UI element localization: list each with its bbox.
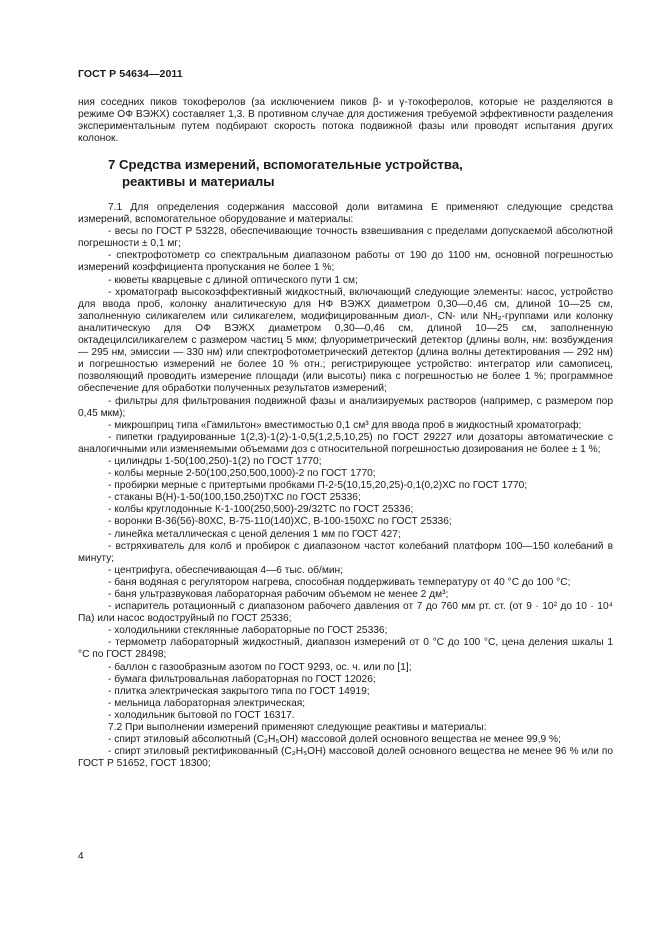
list-item: - мельница лабораторная электрическая;: [108, 697, 306, 709]
list-item: - баня водяная с регулятором нагрева, способная поддерживать температуру от 40 °С до 100 °С;: [108, 576, 571, 588]
list-item: - пробирки мерные с притертыми пробками П-2-5(10,15,20,25)-0,1(0,2)ХС по ГОСТ 1770;: [108, 480, 528, 492]
list-item: - спирт этиловый абсолютный (С₂Н₅ОН) массовой долей основного вещества не менее 99,9 %;: [108, 734, 561, 746]
section-heading-line-1: 7 Средства измерений, вспомогательные устройства,: [108, 157, 463, 172]
list-item: - бумага фильтровальная лабораторная по ГОСТ 12026;: [108, 673, 376, 685]
list-item: - цилиндры 1-50(100,250)-1(2) по ГОСТ 1770;: [108, 455, 322, 467]
list-item: - фильтры для фильтрования подвижной фазы и анализируемых растворов (например, с размером пор 0,45 мкм);: [78, 395, 613, 419]
list-item: - линейка металлическая с ценой деления 1 мм по ГОСТ 427;: [108, 528, 401, 540]
list-item: - холодильники стеклянные лабораторные по ГОСТ 25336;: [108, 625, 388, 637]
list-item: - центрифуга, обеспечивающая 4—6 тыс. об/мин;: [108, 564, 343, 576]
paragraph: 7.1 Для определения содержания массовой доли витамина Е применяют следующие средства измерений, вспомогательное оборудование и материалы:: [78, 202, 613, 226]
list-item: - колбы мерные 2-50(100,250,500,1000)-2 по ГОСТ 1770;: [108, 468, 376, 480]
list-item: - микрошприц типа «Гамильтон» вместимостью 0,1 см³ для ввода проб в жидкостный хроматограф;: [108, 419, 582, 431]
list-item: - воронки В-36(56)-80ХС, В-75-110(140)ХС, В-100-150ХС по ГОСТ 25336;: [108, 516, 452, 528]
list-item: - колбы круглодонные К-1-100(250,500)-29/32ТС по ГОСТ 25336;: [108, 504, 414, 516]
page-number: 4: [78, 851, 84, 862]
paragraph: 7.2 При выполнении измерений применяют следующие реактивы и материалы:: [108, 722, 487, 734]
list-item: - баллон с газообразным азотом по ГОСТ 9293, ос. ч. или по [1];: [108, 661, 412, 673]
standard-header: ГОСТ Р 54634—2011: [78, 68, 183, 80]
list-item: - термометр лабораторный жидкостный, диапазон измерений от 0 °С до 100 °С, цена деления шкалы 1 °С по ГОСТ 28498;: [78, 637, 613, 661]
list-item: - спирт этиловый ректификованный (С₂Н₅ОН) массовой долей основного вещества не менее 96 % или по ГОСТ Р 51652, ГОСТ 18300;: [78, 746, 613, 770]
intro-paragraph: ния соседних пиков токоферолов (за исключением пиков β- и γ-токоферолов, которые не разделяются в режиме ОФ ВЭЖХ) составляет 1,3. В противном случае для достижения требуемой эффективности разделения экспериментальным путем подбирают скорость потока подвижной фазы или проводят испытания других колонок.: [78, 97, 613, 145]
list-item: - кюветы кварцевые с длиной оптического пути 1 см;: [108, 274, 358, 286]
intro-text: [78, 97, 613, 145]
list-item: - весы по ГОСТ Р 53228, обеспечивающие точность взвешивания с пределами допускаемой абсолютной погрешности ± 0,1 мг;: [78, 226, 613, 250]
list-item: - испаритель ротационный с диапазоном рабочего давления от 7 до 760 мм рт. ст. (от 9 · 10² до 10 · 10⁴ Па) или насос водоструйный по ГОСТ 25336;: [78, 601, 613, 625]
list-item: - баня ультразвуковая лабораторная рабочим объемом не менее 2 дм³;: [108, 589, 449, 600]
section-heading: [108, 156, 463, 190]
list-item: - стаканы В(Н)-1-50(100,150,250)ТХС по ГОСТ 25336;: [108, 492, 361, 504]
list-item: - хроматограф высокоэффективный жидкостный, включающий следующие элементы: насос, устройство для ввода проб, колонку аналитическую для НФ ВЭЖХ диаметром 0,30—0,46 см, длиной 10—25 см, заполненную силикагелем или силикагелем, модифицированным диол-, CN- или NH₂-группами или колонку аналитическую для ОФ ВЭЖХ диаметром 0,30—0,46 см, длиной 10—25 см, заполненную октадецилсиликагелем с размером частиц 5 мкм; флуориметрический детектор (длины волн, нм: возбуждения — 295 нм, эмиссии — 330 нм) или спектрофотометрический детектор (длина волны детектирования — 292 нм) и погрешностью измерений не более 10 % отн.; регистрирующее устройство: интегратор или самописец, позволяющий проводить измерение площади (или высоты) пика с погрешностью не более 1 %; программное обеспечение для обработки полученных результатов измерений;: [78, 286, 613, 395]
list-item: - холодильник бытовой по ГОСТ 16317.: [108, 709, 295, 721]
list-item: - спектрофотометр со спектральным диапазоном работы от 190 до 1100 нм, основной погрешностью измерений коэффициента пропускания не более 1 %;: [78, 250, 613, 274]
section-body: [78, 202, 613, 770]
list-item: - плитка электрическая закрытого типа по ГОСТ 14919;: [108, 685, 370, 697]
list-item: - пипетки градуированные 1(2,3)-1(2)-1-0,5(1,2,5,10,25) по ГОСТ 29227 или дозаторы автоматические с аналогичными или изменяемыми объемами доз с относительной погрешностью дозирования не более ± 1 %;: [78, 431, 613, 455]
list-item: - встряхиватель для колб и пробирок с диапазоном частот колебаний платформ 100—150 колебаний в минуту;: [78, 540, 613, 564]
section-heading-line-2: реактивы и материалы: [122, 174, 275, 189]
